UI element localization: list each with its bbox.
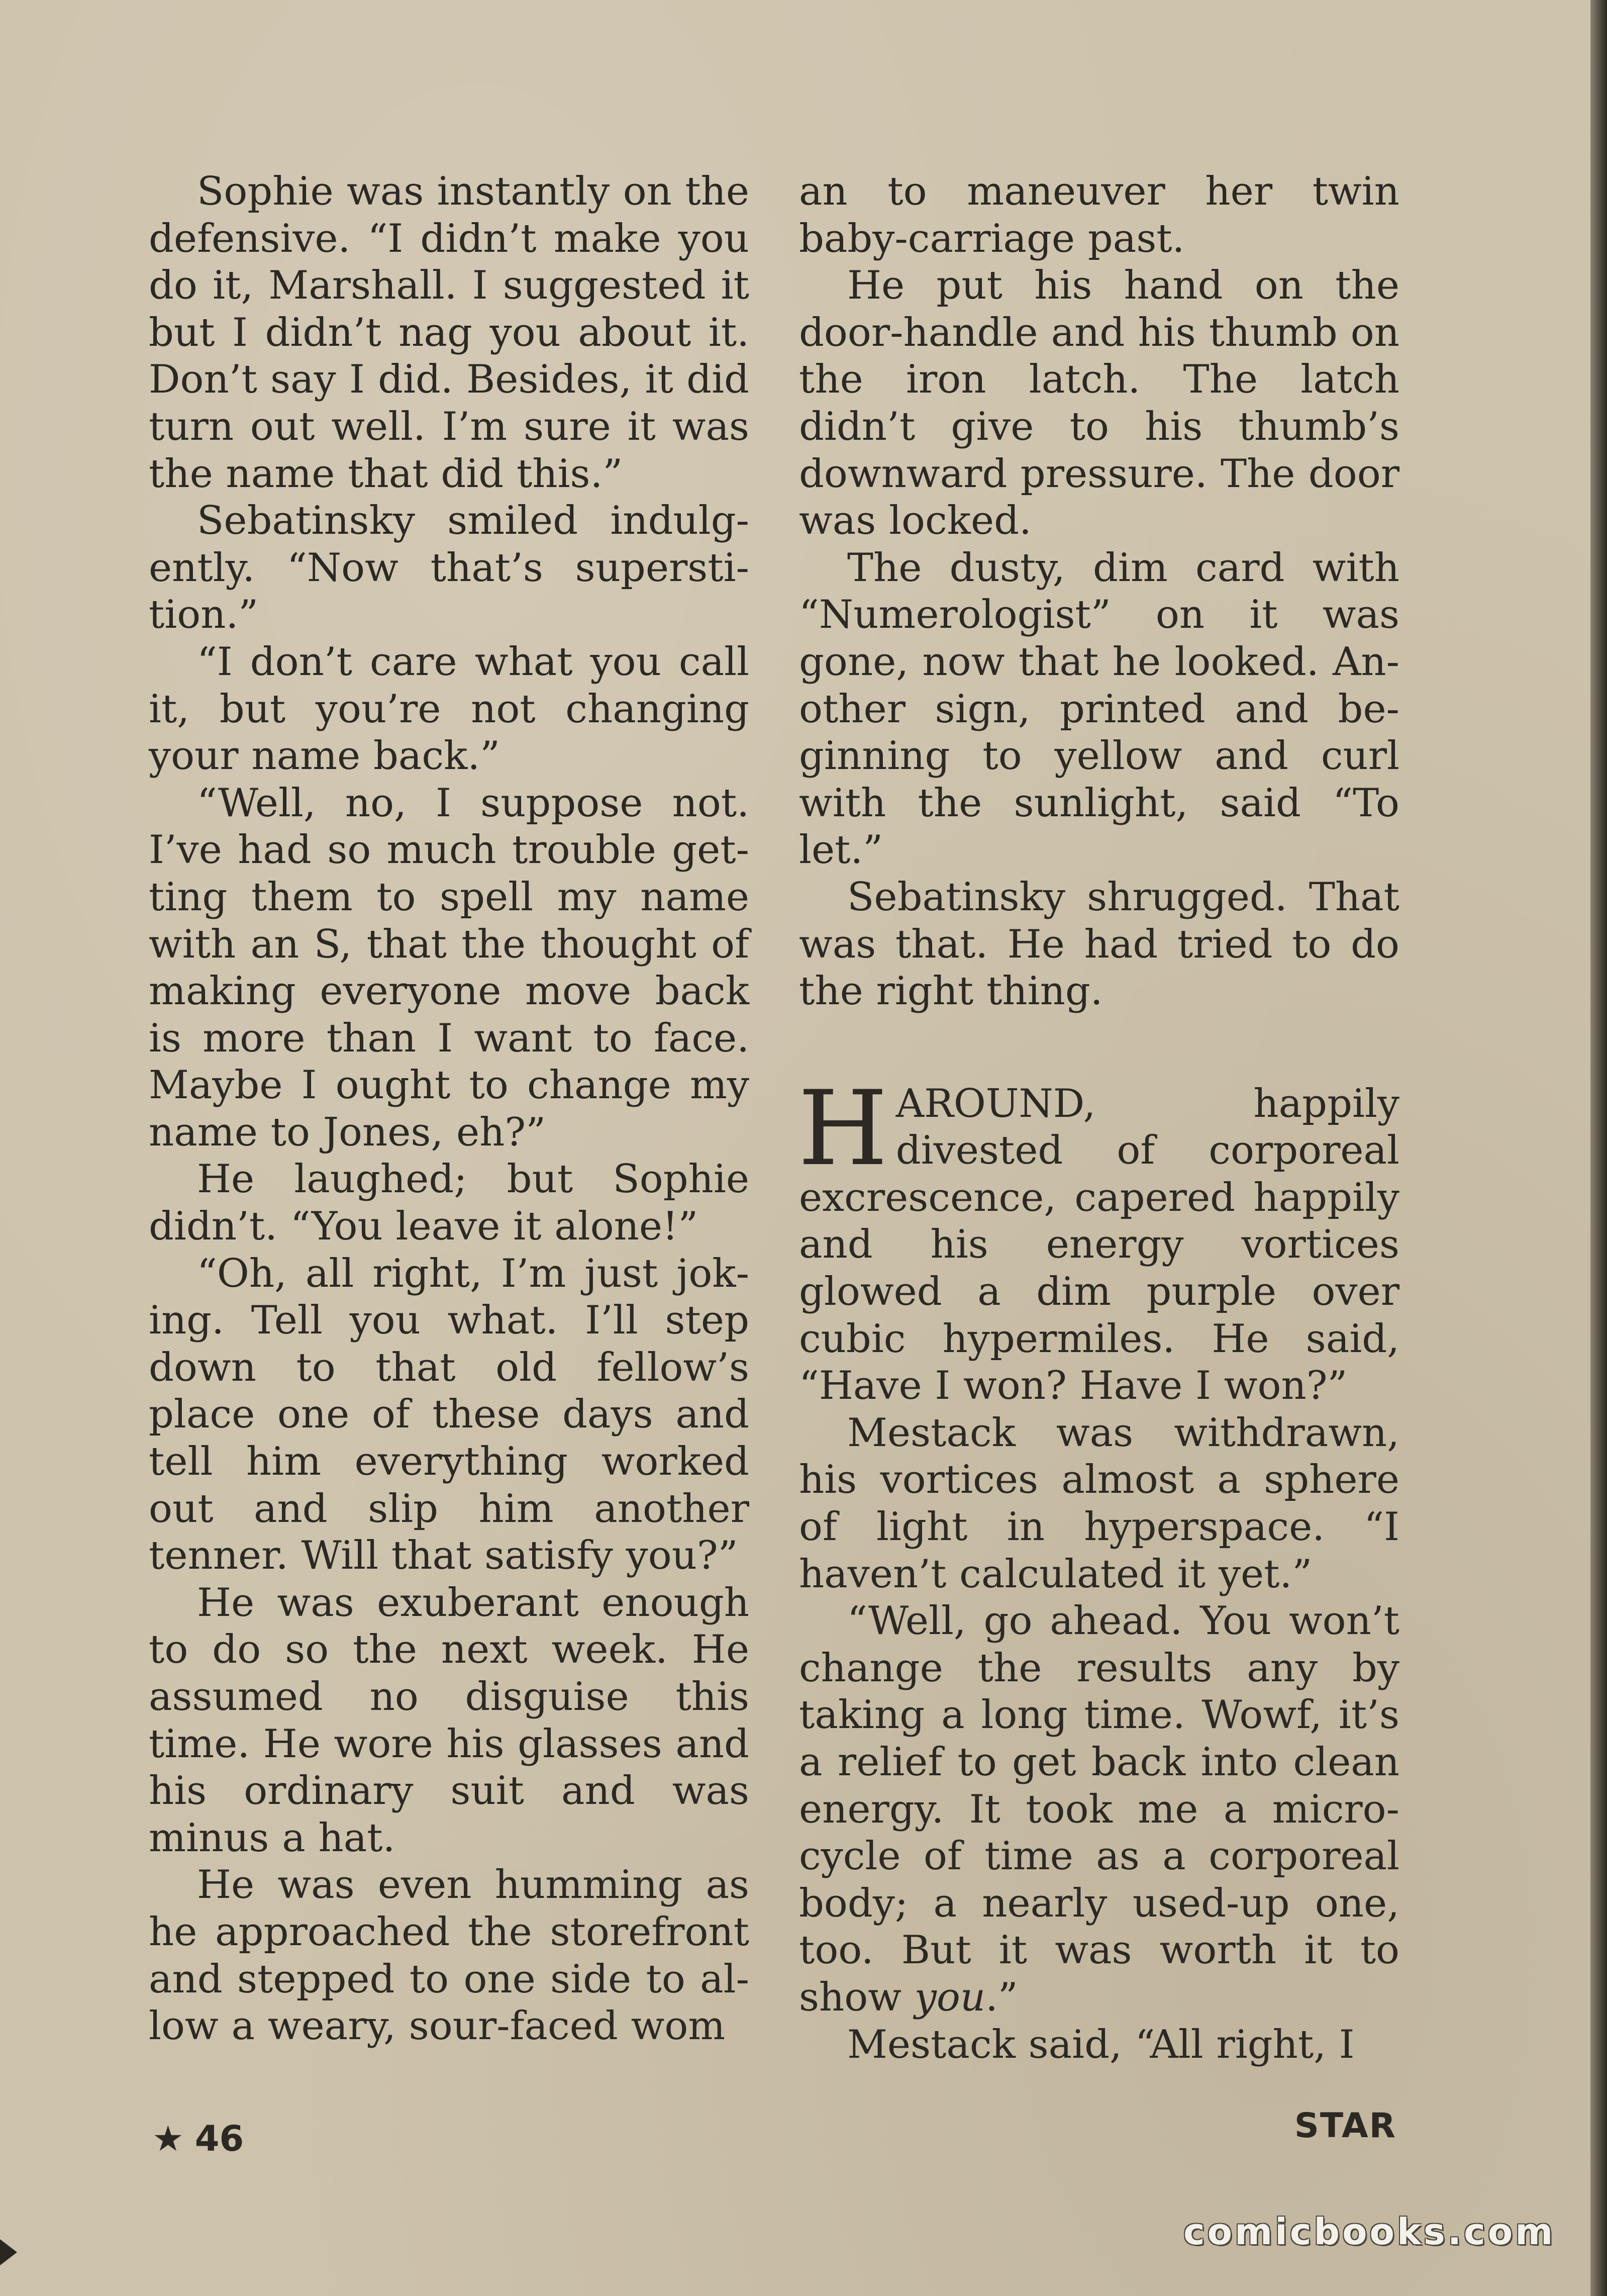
paragraph	[799, 1598, 1399, 2021]
paragraph: Sebatinsky smiled indulgently. “Now that’s superstition.”	[149, 498, 749, 638]
page-edge-shadow	[1590, 0, 1607, 2296]
corner-triangle-icon	[0, 2239, 17, 2265]
page-folio	[152, 2119, 244, 2159]
paragraph: The dusty, dim card with “Numerologist” on it was gone, now that he looked. Another sign, printed and beginning to yellow and curl with the sunlight, said “To let.”	[799, 545, 1399, 873]
running-title: STAR	[1294, 2106, 1396, 2146]
paragraph-continued: an to maneuver her twin baby-carriage past.	[799, 169, 1399, 261]
paragraph: He put his hand on the door-handle and his thumb on the iron latch. The latch didn’t give to his thumb’s downward pressure. The door was locked.	[799, 263, 1399, 544]
right-text-column	[799, 168, 1399, 2068]
paragraph: “Oh, all right, I’m just joking. Tell you what. I’ll step down to that old fellow’s place one of these days and tell him everything worked out and slip him another tenner. Will that satisfy you?”	[149, 1251, 749, 1579]
paragraph: Sophie was instantly on the defensive. “I didn’t make you do it, Marshall. I suggested it but I didn’t nag you about it. Don’t say I did. Besides, it did turn out well. I’m sure it was the name that did this.”	[149, 169, 749, 497]
paragraph: Mestack said, “All right, I	[847, 2022, 1355, 2067]
page-number: 46	[194, 2118, 244, 2159]
star-icon: ★	[152, 2118, 184, 2159]
paragraph: Mestack was withdrawn, his vortices almost a sphere of light in hyperspace. “I haven’t calculated it yet.”	[799, 1410, 1399, 1597]
paragraph-text: .”	[985, 1974, 1018, 2020]
paragraph: “Well, no, I suppose not. I’ve had so much trouble getting them to spell my name with an S, that the thought of making everyone move back is more than I want to face. Maybe I ought to change my name to Jones, eh?”	[149, 780, 749, 1155]
paragraph: Sebatinsky shrugged. That was that. He had tried to do the right thing.	[799, 874, 1399, 1014]
paragraph: He was even humming as he approached the storefront and stepped to one side to allow a weary, sour-faced wom	[149, 1862, 749, 2049]
paragraph-text: “Well, go ahead. You won’t change the results any by taking a long time. Wowf, it’s a relief to get back into clean energy. It took me a microcycle of time as a corporeal body; a nearly used-up one, too. But it was worth it to show	[799, 1598, 1399, 2020]
paragraph: He laughed; but Sophie didn’t. “You leave it alone!”	[149, 1157, 749, 1250]
paragraph: “I don’t care what you call it, but you’re not changing your name back.”	[149, 639, 749, 779]
italic-word: you	[914, 1974, 986, 2020]
watermark: comicbooks.com	[1183, 2211, 1556, 2253]
paragraph: He was exuberant enough to do so the next week. He assumed no disguise this time. He wore his glasses and his ordinary suit and was minus a hat.	[149, 1580, 749, 1861]
left-text-column	[149, 168, 749, 2050]
drop-cap-paragraph: HAROUND, happily divested of corporeal excrescence, capered happily and his energy vortices glowed a dim purple over cubic hypermiles. He said, “Have I won? Have I won?”	[798, 1069, 1399, 1409]
